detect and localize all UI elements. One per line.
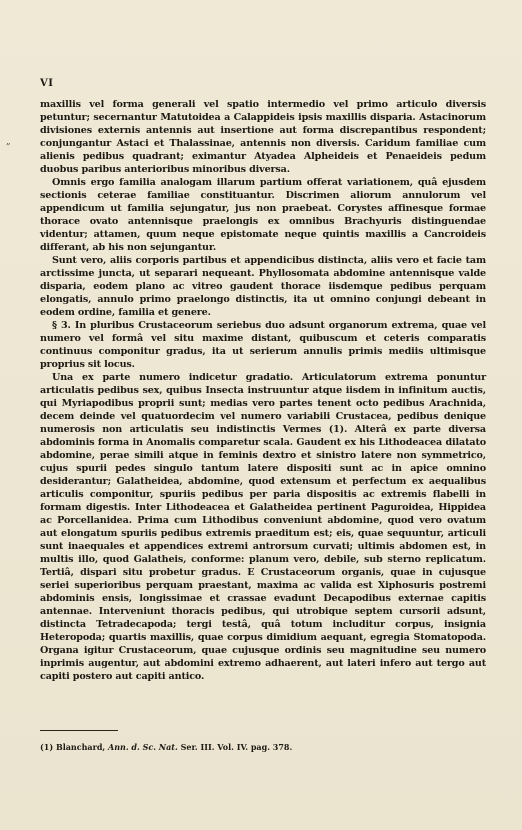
footnote-marker: (1): [40, 742, 54, 752]
paragraph: § 3. In pluribus Crustaceorum seriebus duo adsunt organorum extrema, quae vel numero vel formâ vel situ maxime distant, quibuscum et ceteris comparatis continuus componitur gradus, ita ut serierum annulis primis mediis ultimisque proprius sit locus.: [40, 320, 486, 370]
paragraph: Una ex parte numero indicetur gradatio. Articulatorum extrema ponuntur articulatis pedibus sex, quibus Insecta instruuntur atque iisdem in infinitum auctis, qui Myriapodibus proprii sunt; medias vero partes tenent octo pedibus Arachnida, decem deinde vel quatuordecim vel numero variabili Crustacea, pedibus denique numerosis non articulatis seu indistinctis Vermes (1). Alterâ ex parte diversa abdominis forma in Anomalis comparetur scala. Gaudent ex his Lithodeacea dilatato abdomine, perae simili atque in feminis dextro et sinistro latere non symmetrico, cujus spurii pedes singulo tantum latere dispositi sunt ac in apice omnino desiderantur; Galatheidea, abdomine, quod extensum et perfectum ex aequalibus articulis componitur, spuriis pedibus per paria dispositis ac extremis flabelli in formam digestis. Inter Lithodeacea et Galatheidea pertinent Paguroidea, Hippidea ac Porcellanidea. Prima cum Lithodibus conveniunt abdomine, quod vero ovatum aut elongatum spuriis pedibus extremis praeditum est; eis, quae sequuntur, articuli sunt inaequales et appendices extremi antrorsum curvati; ultimis abdomen est, in multis illo, quod Galatheis, conforme: planum vero, debile, sub sterno replicatum. Tertiâ, dispari situ probetur gradus. E Crustaceorum organis, quae in cujusque seriei superioribus perquam praestant, maxima ac valida est Xiphosuris postremi abdominis ensis, longissimae et crassae evadunt Decapodibus externae capitis antennae. Interveniunt thoracis pedibus, qui utrobique septem cursorii adsunt, distincta Tetradecapoda; tergi testâ, quâ totum includitur corpus, insignia Heteropoda; quartis maxillis, quae corpus dimidium aequant, egregia Stomatopoda. Organa igitur Crustaceorum, quae cujusque ordinis seu magnitudine seu numero inprimis augentur, aut abdomini extremo adhaerent, aut lateri infero aut tergo aut capiti postero aut capiti antico.: [40, 372, 486, 682]
body-text: [40, 98, 486, 683]
footnote-reference: Ser. III. Vol. IV. pag. 378.: [180, 742, 293, 752]
footnote-author: Blanchard,: [55, 742, 106, 752]
footnote: [40, 742, 486, 753]
footnote-rule: [40, 730, 118, 731]
paragraph: Omnis ergo familia analogam illarum partium offerat variationem, quâ ejusdem sectionis ceterae familiae constituantur. Discrimen aliorum annulorum vel appendicum ut familia sejungatur, jus non praebeat. Corystes affinesque formae thorace ovato antennisque praelongis ex omnibus Brachyuris distinguendae videntur; attamen, quum neque epistomate neque quintis maxillis a Cancroideis differant, ab his non sejungantur.: [40, 177, 486, 253]
paragraph: Sunt vero, aliis corporis partibus et appendicibus distincta, aliis vero et facie tam arctissime juncta, ut separari nequeant. Phyllosomata abdomine antennisque valde disparia, eodem plano ac vitreo gaudent thorace iisdemque pedibus perquam elongatis, annulo primo praelongo distinctis, ita ut omnino conjungi debeant in eodem ordine, familia et genere.: [40, 255, 486, 318]
page-number: VI: [40, 78, 54, 89]
footnote-journal: Ann. d. Sc. Nat.: [108, 742, 178, 752]
margin-mark: „: [6, 137, 11, 147]
paragraph: maxillis vel forma generali vel spatio intermedio vel primo articulo diversis petuntur; secernantur Matutoidea a Calappideis ipsis maxillis disparia. Astacinorum divisiones externis antennis aut insertione aut forma discrepantibus respondent; conjungantur Astaci et Thalassinae, antennis non diversis. Caridum familiae cum alienis pedibus quadrant; eximantur Atyadea Alpheideis et Penaeideis pedum duobus paribus anterioribus minoribus diversa.: [40, 99, 486, 175]
